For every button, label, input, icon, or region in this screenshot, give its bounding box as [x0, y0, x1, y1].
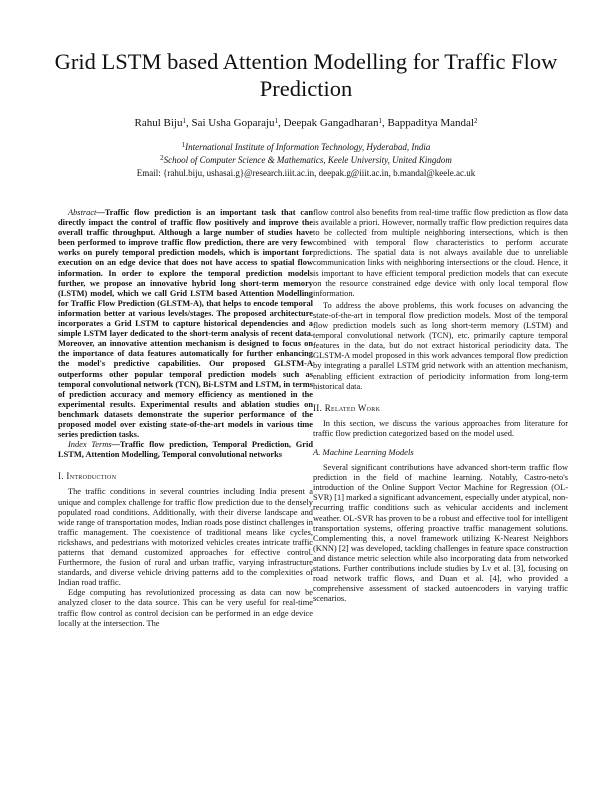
section-heading-introduction: I. Introduction	[58, 471, 117, 482]
author-affiliation-mark: 1	[378, 117, 383, 125]
author-affiliation-mark: 1	[182, 117, 186, 125]
index-terms	[58, 440, 313, 460]
related-paragraph-1: In this section, we discuss the various approaches from literature for traffic flow prediction categorized based on the model used.	[313, 418, 568, 438]
intro-paragraph-1: The traffic conditions in several countries including India present a unique and complex challenge for traffic flow prediction due to the densely populated road conditions. Additionally, with their diverse landscape and wide range of transportation modes, Indian roads pose distinct challenges in traffic management. The coexistence of traditional means like cycles, rickshaws, and pedestrians with motorized vehicles creates intricate traffic patterns that demand customized approaches for effective control. Furthermore, the fusion of rural and urban traffic, varying infrastructure standards, and diverse vehicle driving patterns add to the complexities of Indian road traffic.	[58, 487, 313, 588]
left-column	[58, 208, 313, 629]
author-line	[20, 117, 592, 130]
affiliation-text: International Institute of Information Technology, Hyderabad, India	[185, 142, 431, 152]
abstract-text: —Traffic flow prediction is an important task that can directly impact the control of traffic flow positively and improve the overall traffic throughput. Although a large number of studies have been performed to improve traffic flow prediction, there are very few works on purely temporal prediction models, which is important for execution on an edge device that does not have access to spatial flow information. In order to explore the temporal prediction models further, we propose an innovative hybrid long short-term memory (LSTM) model, which we call Grid LSTM based Attention Modelling for Traffic Flow Prediction (GLSTM-A), that helps to encode temporal information better at various levels/stages. The proposed architecture incorporates a Grid LSTM to capture historical dependencies and a simple LSTM layer dedicated to the short-term analysis of recent data. Moreover, an innovative attention mechanism is designed to focus on the importance of data features automatically for further enhancing the model's predictive capabilities. Our proposed GLSTM-A outperforms other popular temporal prediction models such as temporal convolutional network (TCN), Bi-LSTM and LSTM, in terms of prediction accuracy and memory efficiency as mentioned in the experimental results. Experimental results and ablation studies on benchmark datasets demonstrate the superior performance of the proposed model over existing state-of-the-art models in various time series prediction tasks.	[58, 208, 313, 440]
section-heading-related-work: II. Related Work	[313, 402, 381, 413]
author-name: Rahul Biju	[134, 117, 183, 129]
author-name: Sai Usha Goparaju	[191, 117, 275, 129]
author-separator: ,	[382, 117, 385, 129]
author-separator: ,	[185, 117, 189, 129]
index-terms-label: Index Terms	[68, 440, 112, 450]
subsection-heading-ml-models: A. Machine Learning Models	[313, 446, 414, 457]
ml-paragraph-1: Several significant contributions have advanced short-term traffic flow prediction in the field of machine learning. Notably, Castro-neto's introduction of the Online Support Vector Machine for Regression (OL-SVR) [1] marked a significant advancement, especially under atypical, non-recurring traffic conditions such as vehicular accidents and inclement weather. OL-SVR has proven to be a robust and effective tool for intelligent transportation systems, offering proactive traffic management solutions. Complementing this, a novel framework utilizing K-Nearest Neighbors (KNN) [2] was developed, tackling challenges in feature space construction and distance metric selection while also incorporating data from networked stations. Further contributions include studies by Lv et al. [3], focusing on road network traffic flows, and Duan et al. [4], who provided a comprehensive assessment of stacked autoencoders in varying traffic scenarios.	[313, 463, 568, 604]
email-line: Email: {rahul.biju, ushasai.g}@research.iiit.ac.in, deepak.g@iiit.ac.in, b.mandal@keele.ac.uk	[136, 168, 476, 178]
affiliation-mark: 2	[160, 154, 164, 162]
intro-paragraph-2: Edge computing has revolutionized processing as data can now be analyzed closer to the data source. This can be very useful for real-time traffic flow control as control decision can be performed in an edge device locally at the intersection. The	[58, 588, 313, 628]
author-affiliation-mark: 1	[274, 117, 279, 125]
right-paragraph-2: To address the above problems, this work focuses on advancing the state-of-the-art in temporal flow prediction models. Most of the temporal flow prediction models such as long short-term memory (LSTM) and temporal convolutional network (TCN), etc. primarily capture temporal features in the data, but do not extract historical periodicity data. The GLSTM-A model proposed in this work advances temporal flow prediction by integrating a parallel LSTM grid network with an attention mechanism, enabling efficient extraction of periodicity information from long-term historical data.	[313, 300, 568, 391]
affiliation-text: School of Computer Science & Mathematics, Keele University, United Kingdom	[163, 155, 452, 165]
abstract-label: Abstract	[68, 208, 97, 217]
author-name: Bappaditya Mandal	[387, 117, 474, 129]
author-separator: ,	[278, 117, 281, 129]
author-affiliation-mark: 2	[474, 117, 478, 125]
author-name: Deepak Gangadharan	[283, 117, 379, 129]
paper-title: Grid LSTM based Attention Modelling for Traffic Flow Prediction	[54, 49, 558, 101]
abstract	[58, 208, 313, 440]
affiliation-mark: 1	[181, 141, 186, 149]
right-column	[313, 208, 568, 604]
right-paragraph-1: flow control also benefits from real-time traffic flow prediction as flow data is available a priori. However, normally traffic flow prediction requires data to be collected from multiple neighboring intersections, which is then combined with temporal flow characteristics to perform accurate predictions. The spatial data is not always available due to unreliable communication links with neighboring intersections or the cloud. Hence, it is important to have efficient temporal prediction models that can execute on the resource constrained edge device with only local temporal flow information.	[313, 208, 568, 298]
affiliation-2	[20, 155, 592, 166]
index-terms-text: —Traffic flow prediction, Temporal Prediction, Grid LSTM, Attention Modelling, Temporal convolutional networks	[58, 440, 313, 460]
affiliation-1	[20, 142, 592, 153]
